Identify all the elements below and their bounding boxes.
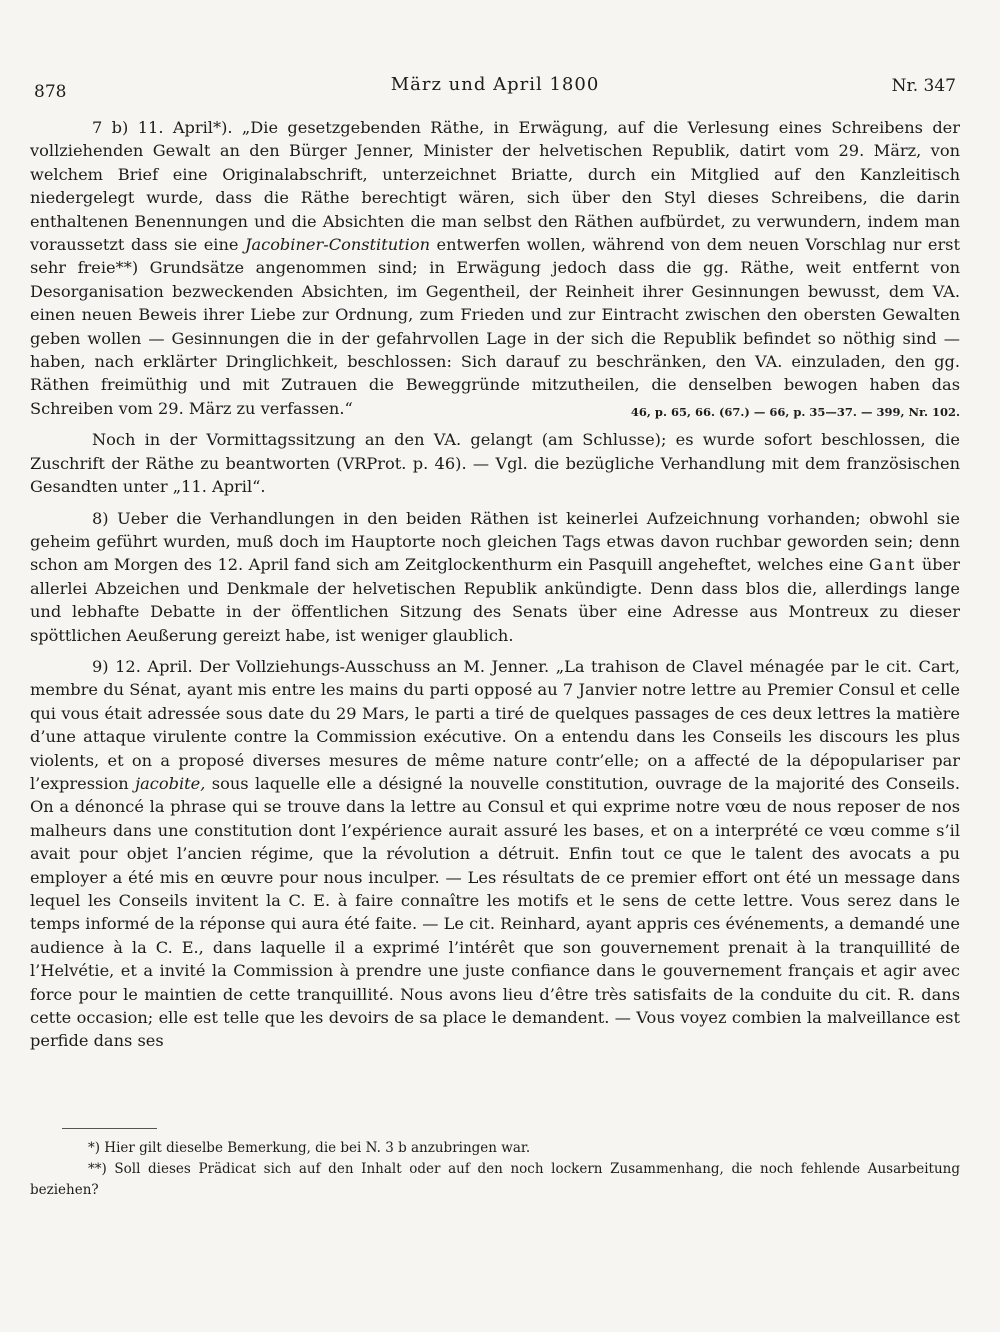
paragraph-noch: Noch in der Vormittagssitzung an den VA. gelangt (am Schlusse); es wurde sofort beschlossen, die Zuschrift der Räthe zu beantworten (VRProt. p. 46). — Vgl. die bezügliche Verhandlung mit dem französischen Gesandten unter „11. April“. — [30, 430, 960, 497]
document-number: Nr. 347 — [891, 76, 956, 96]
footnote-divider — [62, 1128, 157, 1129]
paragraph-8 — [30, 507, 960, 647]
source-references: 46, p. 65, 66. (67.) — 66, p. 35—37. — 399, Nr. 102. — [630, 404, 960, 419]
footnote-2: **) Soll dieses Prädicat sich auf den Inhalt oder auf den noch lockern Zusammenhang, die noch fehlende Ausarbeitung beziehen? — [30, 1161, 960, 1198]
page-header — [30, 74, 960, 104]
paragraph-8-part2: über allerlei Abzeichen und Denkmale der helvetischen Republik ankündigte. Denn dass blos die, allerdings lange und lebhafte Debatte in der öffentlichen Sitzung des Senats über eine Adresse aus Montreux zu dieser spöttlichen Aeußerung gereizt habe, ist weniger glaublich. — [30, 555, 960, 645]
paragraph-7b-italic: Jacobiner-Constitution — [244, 235, 431, 255]
paragraph-9-part2: sous laquelle elle a désigné la nouvelle constitution, ouvrage de la majorité des Conseils. On a dénoncé la phrase qui se trouve dans la lettre au Consul et qui exprime notre vœu de nous reposer de nos malheurs dans une constitution dont l’expérience aurait assuré les bases, et on a interprété ce vœu comme s’il avait pour objet l’ancien régime, que la révolution a détruit. Enfin tout ce que le talent des avocats a pu employer a été mis en œuvre pour nous inculper. — Les résultats de ce premier effort ont été un message dans lequel les Conseils invitent la C. E. à faire connaître les motifs et le sens de cette lettre. Vous serez dans le temps informé de la réponse qui aura été faite. — Le cit. Reinhard, ayant appris ces événements, a demandé une audience à la C. E., dans laquelle il a exprimé l’intérêt que son gouvernement prenait à la tranquillité de l’Helvétie, et a invité la Commission à prendre une juste confiance dans le gouvernement français et agir avec force pour le maintien de cette tranquillité. Nous avons lieu d’être très satisfaits de la conduite du cit. R. dans cette occasion; elle est telle que les devoirs de sa place le demandent. — Vous voyez combien la malveillance est perfide dans ses — [30, 773, 960, 1051]
paragraph-9-italic: jacobite, — [135, 773, 206, 793]
paragraph-7b-part1: 7 b) 11. April*). „Die gesetzgebenden Räthe, in Erwägung, auf die Verlesung eines Schreibens der vollziehenden Gewalt an den Bürger Jenner, Minister der helvetischen Republik, datirt vom 29. März, von welchem Brief eine Originalabschrift, unterzeichnet Briatte, durch ein Mitglied auf den Kanzleitisch niedergelegt wurde, dass die Räthe berechtigt wären, sich über den Styl dieses Schreibens, die darin enthaltenen Benennungen und die Absichten die man selbst den Räthen aufbürdet, zu verwundern, indem man voraussetzt dass sie eine — [30, 118, 960, 255]
paragraph-7b — [30, 116, 960, 420]
main-text — [30, 116, 960, 1053]
paragraph-9 — [30, 655, 960, 1053]
page-number: 878 — [34, 82, 67, 102]
footnotes — [30, 1138, 960, 1201]
paragraph-9-part1: 9) 12. April. Der Vollziehungs-Ausschuss an M. Jenner. „La trahison de Clavel ménagée par le cit. Cart, membre du Sénat, ayant mis entre les mains du parti opposé au 7 Janvier notre lettre au Premier Consul et celle qui vous était adressée sous date du 29 Mars, le parti a tiré de quelques passages de ces deux lettres la matière d’une attaque virulente contre la Commission exécutive. On a entendu dans les Conseils les discours les plus violents, et on a proposé diverses mesures de même nature contr’elle; on a affecté de la dépopulariser par l’expression — [30, 656, 960, 793]
paragraph-8-part1: 8) Ueber die Verhandlungen in den beiden Räthen ist keinerlei Aufzeichnung vorhanden; obwohl sie geheim geführt wurden, muß doch im Hauptorte noch gleichen Tags etwas davon ruchbar geworden sein; denn schon am Morgen des 12. April fand sich am Zeitglockenthurm ein Pasquill angeheftet, welches eine — [30, 508, 960, 575]
footnote-1: *) Hier gilt dieselbe Bemerkung, die bei N. 3 b anzubringen war. — [88, 1140, 531, 1156]
paragraph-8-spaced: Gant — [868, 555, 917, 575]
paragraph-7b-part2: entwerfen wollen, während von dem neuen Vorschlag nur erst sehr freie**) Grundsätze angenommen sind; in Erwägung jedoch dass die gg. Räthe, weit entfernt von Desorganisation bezweckenden Absichten, im Gegentheil, der Reinheit ihrer Gesinnungen bewusst, dem VA. einen neuen Beweis ihrer Liebe zur Ordnung, zum Frieden und zur Eintracht zwischen den obersten Gewalten geben wollen — Gesinnungen die in der gefahrvollen Lage in der sich die Republik befindet so nöthig sind — haben, nach erklärter Dringlichkeit, beschlossen: Sich darauf zu beschränken, den VA. einzuladen, den gg. Räthen freimüthig und mit Zutrauen die Beweggründe mitzutheilen, die denselben bewogen haben das Schreiben vom 29. März zu verfassen.“ — [30, 235, 960, 418]
running-title: März und April 1800 — [390, 74, 600, 95]
